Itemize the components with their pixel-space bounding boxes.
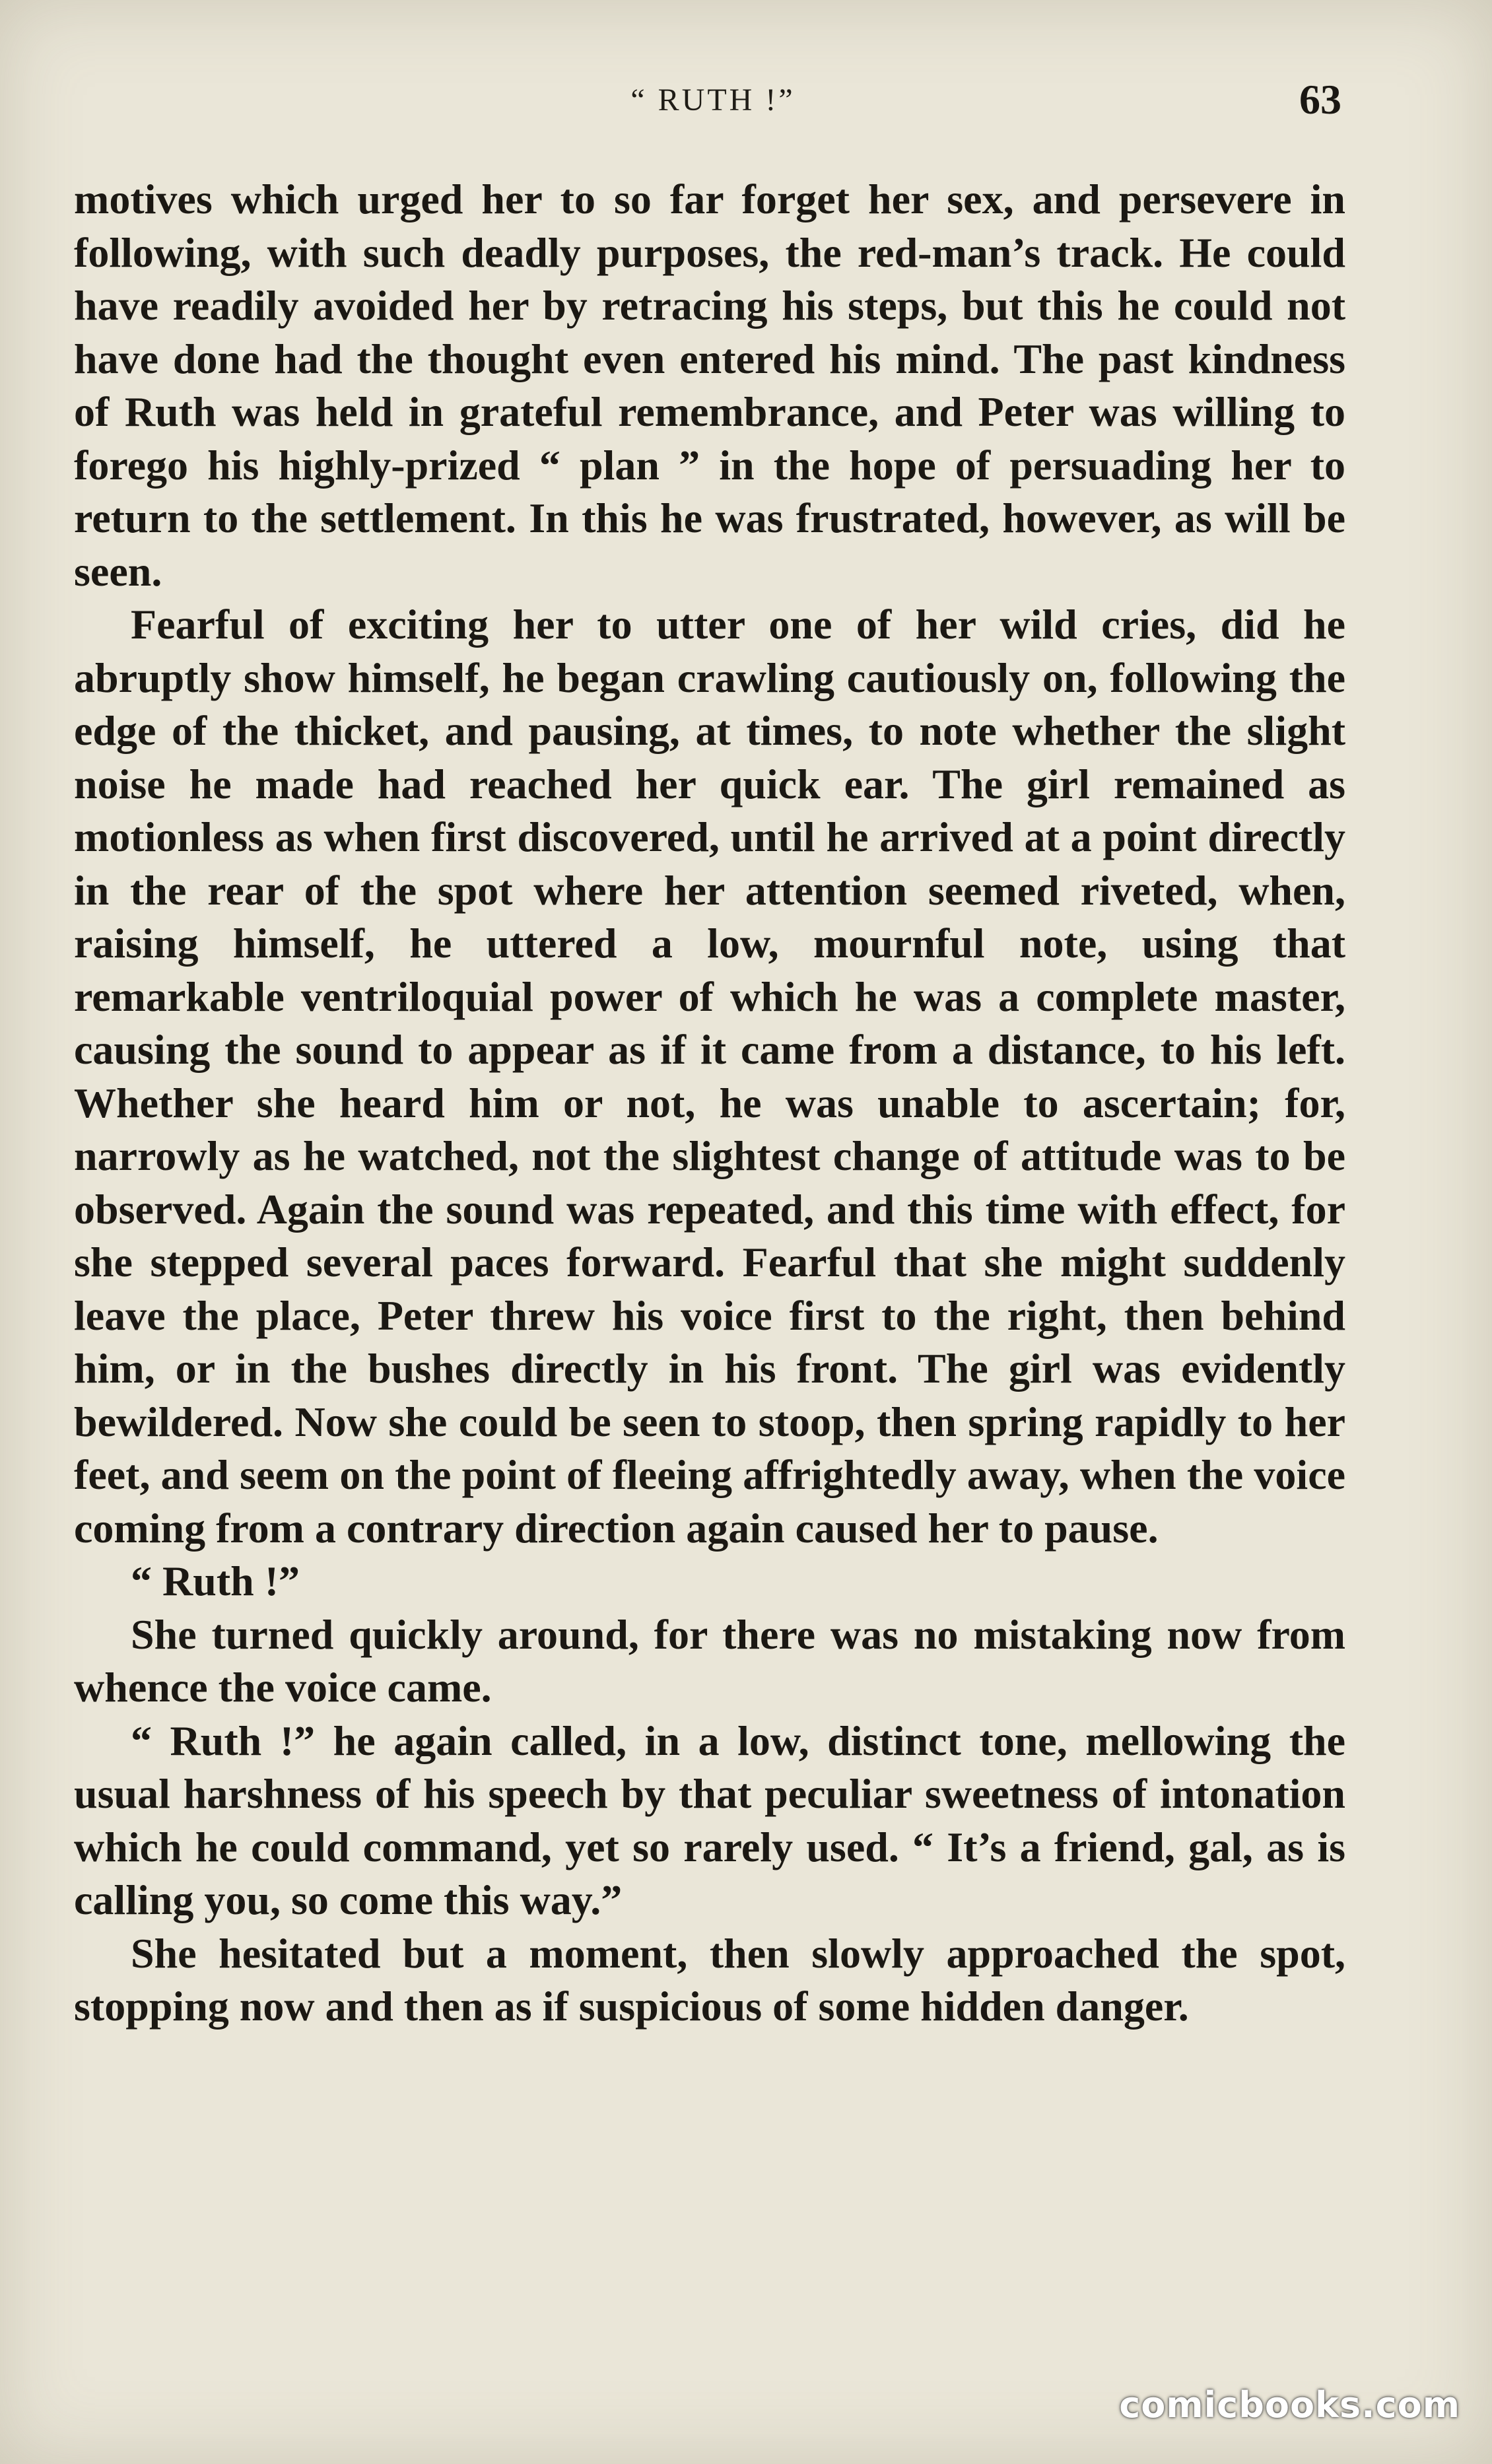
body-text <box>74 173 1345 2034</box>
paragraph-she-hesitated: She hesitated but a moment, then slowly approached the spot, stopping now and then as if suspicious of some hidden danger. <box>74 1929 1345 2030</box>
paragraph-she-turned: She turned quickly around, for there was no mistaking now from whence the voice came. <box>74 1610 1345 1711</box>
paragraph-continuation: motives which urged her to so far forget her sex, and persevere in following, with such deadly purposes, the red-man’s track. He could have readily avoided her by retracing his steps, but this he could not have done had the thought even entered his mind. The past kindness of Ruth was held in grateful remembrance, and Peter was willing to forego his highly-prized “ plan ” in the hope of persuading her to return to the settlement. In this he was frustrated, however, as will be seen. <box>74 176 1345 595</box>
paragraph-ruth-call: “ Ruth !” <box>131 1557 300 1604</box>
page-number: 63 <box>1299 76 1341 123</box>
site-watermark: comicbooks.com <box>1119 2384 1460 2426</box>
paragraph-ruth-again: “ Ruth !” he again called, in a low, distinct tone, mellowing the usual harshness of his speech by that peculiar sweetness of intonation which he could command, yet so rarely used. “ It’s a friend, gal, as is calling you, so come this way.” <box>74 1717 1345 1923</box>
running-head <box>0 73 1492 125</box>
running-title: “ RUTH !” <box>630 83 796 118</box>
paragraph-fearful: Fearful of exciting her to utter one of her wild cries, did he abruptly show himself, he began crawling cautiously on, following the edge of the thicket, and pausing, at times, to note whether the slight noise he made had reached her quick ear. The girl remained as motionless as when first discovered, until he arrived at a point directly in the rear of the spot where her attention seemed riveted, when, raising himself, he uttered a low, mournful note, using that remarkable ventriloquial power of which he was a complete master, causing the sound to appear as if it came from a distance, to his left. Whether she heard him or not, he was unable to ascertain; for, narrowly as he watched, not the slightest change of attitude was to be observed. Again the sound was repeated, and this time with effect, for she stepped several paces forward. Fearful that she might suddenly leave the place, Peter threw his voice first to the right, then behind him, or in the bushes directly in his front. The girl was evidently bewildered. Now she could be seen to stoop, then spring rapidly to her feet, and seem on the point of fleeing affrightedly away, when the voice coming from a contrary direction again caused her to pause. <box>74 601 1345 1552</box>
